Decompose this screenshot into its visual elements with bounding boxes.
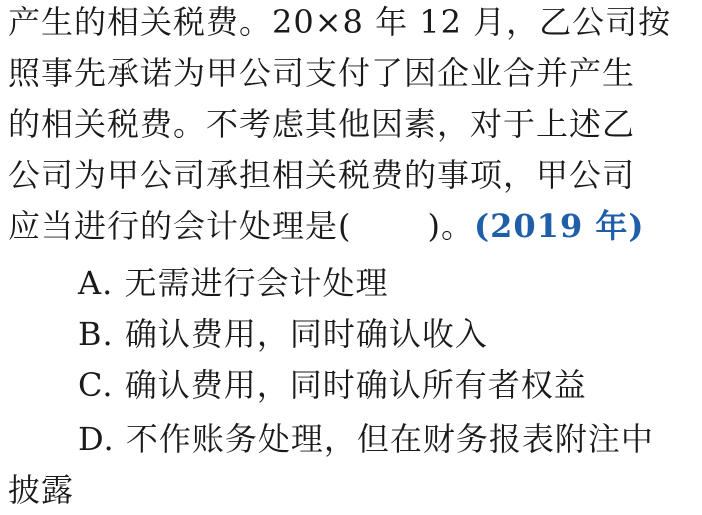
option-d: D. 不作账务处理，但在财务报表附注中 (78, 420, 654, 458)
question-stem-close: )。 (427, 207, 474, 245)
option-d-continuation: 披露 (8, 471, 75, 509)
option-b: B. 确认费用，同时确认收入 (78, 315, 488, 353)
question-line-4: 公司为甲公司承担相关税费的事项，甲公司 (8, 156, 636, 194)
question-line-5 (8, 206, 645, 246)
option-a: A. 无需进行会计处理 (78, 264, 389, 302)
question-line-1: 产生的相关税费。20×8 年 12 月，乙公司按 (8, 3, 672, 41)
question-stem-end: 应当进行的会计处理是( (8, 207, 352, 245)
question-line-3: 的相关税费。不考虑其他因素，对于上述乙 (8, 105, 636, 143)
question-line-2: 照事先承诺为甲公司支付了因企业合并产生 (8, 54, 636, 92)
option-c: C. 确认费用，同时确认所有者权益 (78, 366, 587, 404)
year-tag: (2019 年) (474, 207, 645, 245)
